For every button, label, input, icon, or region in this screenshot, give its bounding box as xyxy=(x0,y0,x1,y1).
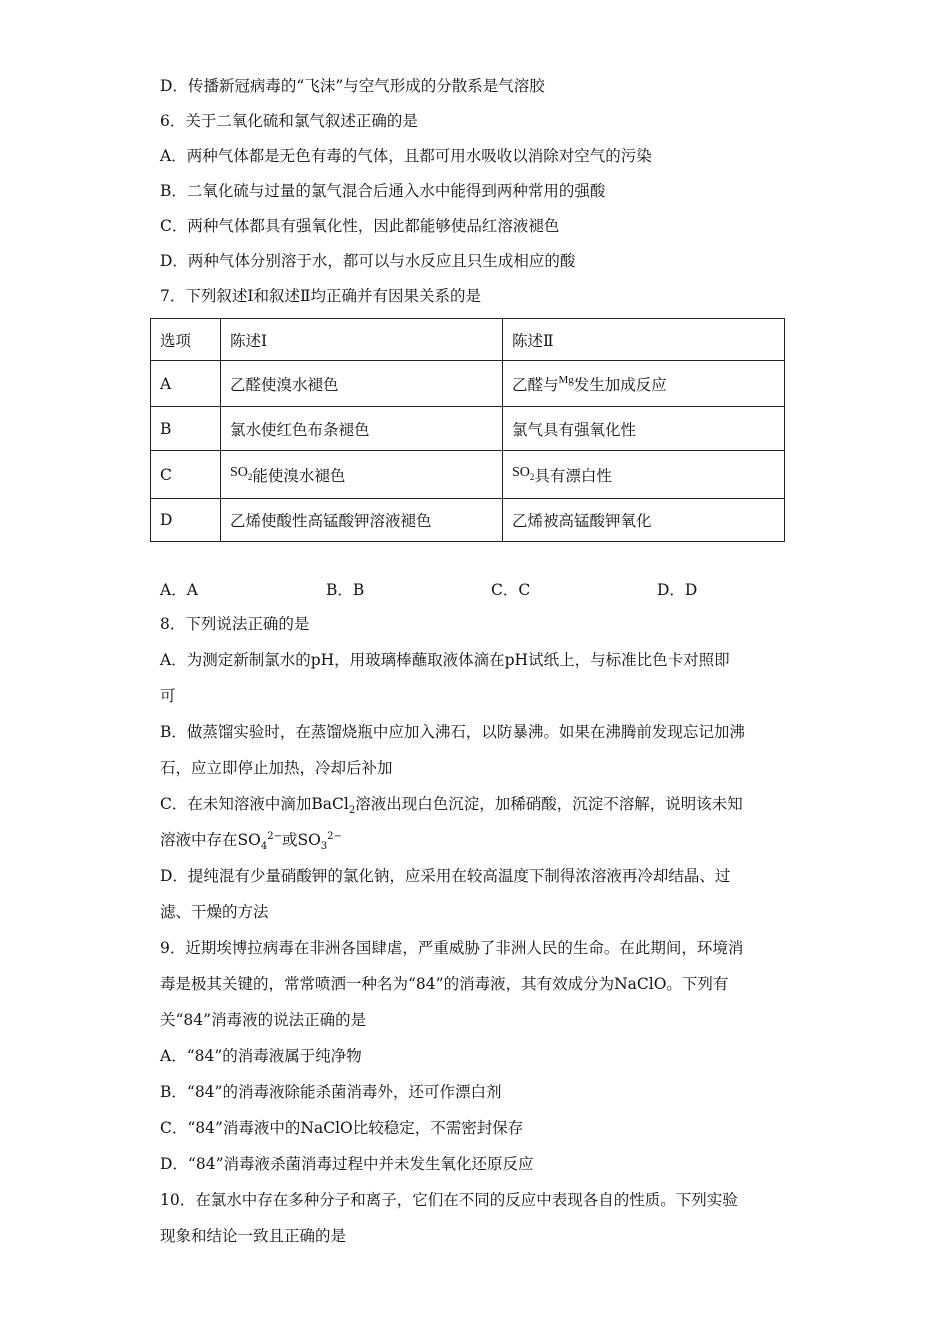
q6-stem: 6．关于二氧化硫和氯气叙述正确的是 xyxy=(160,112,418,130)
q6-option-a: A．两种气体都是无色有毒的气体，且都可用水吸收以消除对空气的污染 xyxy=(160,147,652,165)
q7-option-a: A．A xyxy=(160,581,198,599)
q8-option-c-cont: 溶液中存在$SO_4^{2-}$或$SO_3^{2-}$ xyxy=(160,830,342,853)
statement-text: 乙醛与 xyxy=(512,375,559,394)
row-statement-2: 氯气具有强氧化性 xyxy=(503,407,785,451)
q6-option-b: B．二氧化硫与过量的氯气混合后通入水中能得到两种常用的强酸 xyxy=(160,182,606,200)
statement-text: 发生加成反应 xyxy=(573,375,667,394)
q9-option-b: B．“84”的消毒液除能杀菌消毒外，还可作漂白剂 xyxy=(160,1083,502,1101)
header-statement-1: 陈述Ⅰ xyxy=(221,319,503,361)
row-option: D xyxy=(151,499,221,542)
table-row xyxy=(151,407,785,451)
statement-text: 能使溴水褪色 xyxy=(252,466,346,485)
row-option: C xyxy=(151,451,221,499)
row-statement-2 xyxy=(503,361,785,407)
q8-option-d-cont: 滤、干燥的方法 xyxy=(160,903,269,921)
q9-stem: 9．近期埃博拉病毒在非洲各国肆虐，严重威胁了非洲人民的生命。在此期间，环境消 xyxy=(160,939,744,957)
q10-stem-cont: 现象和结论一致且正确的是 xyxy=(160,1227,347,1245)
q6-option-c: C．两种气体都具有强氧化性，因此都能够使品红溶液褪色 xyxy=(160,217,560,235)
q8-option-c: C．在未知溶液中滴加BaCl$_2$溶液出现白色沉淀，加稀硝酸，沉淀不溶解，说明该未知 xyxy=(160,795,743,817)
header-statement-2: 陈述Ⅱ xyxy=(503,319,785,361)
row-statement-1: 乙烯使酸性高锰酸钾溶液褪色 xyxy=(221,499,503,542)
q9-stem-cont: 毒是极其关键的，常常喷洒一种名为“84”的消毒液，其有效成分为NaClO。下列有 xyxy=(160,975,729,993)
q8-option-b-cont: 石，应立即停止加热，冷却后补加 xyxy=(160,759,393,777)
formula-mg: Mg xyxy=(558,373,574,386)
q9-option-a: A．“84”的消毒液属于纯净物 xyxy=(160,1047,362,1065)
q8-option-a-cont: 可 xyxy=(160,687,176,705)
q7-option-d: D．D xyxy=(657,581,698,599)
q7-table xyxy=(150,318,785,542)
row-statement-1 xyxy=(221,451,503,499)
q5-option-d: D．传播新冠病毒的“飞沫”与空气形成的分散系是气溶胶 xyxy=(160,77,545,95)
q8-stem: 8．下列说法正确的是 xyxy=(160,615,310,633)
table-row xyxy=(151,451,785,499)
table-header-row xyxy=(151,319,785,361)
row-statement-2 xyxy=(503,451,785,499)
q6-option-d: D．两种气体分别溶于水，都可以与水反应且只生成相应的酸 xyxy=(160,252,576,270)
statement-text: 具有漂白性 xyxy=(534,466,612,485)
header-option: 选项 xyxy=(151,319,221,361)
row-option: A xyxy=(151,361,221,407)
q8-option-d: D．提纯混有少量硝酸钾的氯化钠，应采用在较高温度下制得浓溶液再冷却结晶、过 xyxy=(160,867,731,885)
q7-option-c: C．C xyxy=(491,581,531,599)
q7-options xyxy=(160,578,760,598)
q9-stem-cont: 关“84”消毒液的说法正确的是 xyxy=(160,1011,367,1029)
q8-option-b: B．做蒸馏实验时，在蒸馏烧瓶中应加入沸石，以防暴沸。如果在沸腾前发现忘记加沸 xyxy=(160,723,745,741)
q8-option-a: A．为测定新制氯水的pH，用玻璃棒蘸取液体滴在pH试纸上，与标准比色卡对照即 xyxy=(160,651,730,669)
table-row xyxy=(151,361,785,407)
row-statement-2: 乙烯被高锰酸钾氧化 xyxy=(503,499,785,542)
row-statement-1: 乙醛使溴水褪色 xyxy=(221,361,503,407)
q7-stem: 7．下列叙述Ⅰ和叙述Ⅱ均正确并有因果关系的是 xyxy=(160,287,482,305)
formula-so2: $SO_2$ xyxy=(512,464,535,482)
q10-stem: 10．在氯水中存在多种分子和离子，它们在不同的反应中表现各自的性质。下列实验 xyxy=(160,1191,738,1209)
q9-option-c: C．“84”消毒液中的NaClO比较稳定，不需密封保存 xyxy=(160,1119,524,1137)
row-statement-1: 氯水使红色布条褪色 xyxy=(221,407,503,451)
formula-so2: $SO_2$ xyxy=(230,464,253,482)
row-option: B xyxy=(151,407,221,451)
table-row xyxy=(151,499,785,542)
q9-option-d: D．“84”消毒液杀菌消毒过程中并未发生氧化还原反应 xyxy=(160,1155,534,1173)
q7-option-b: B．B xyxy=(326,581,365,599)
